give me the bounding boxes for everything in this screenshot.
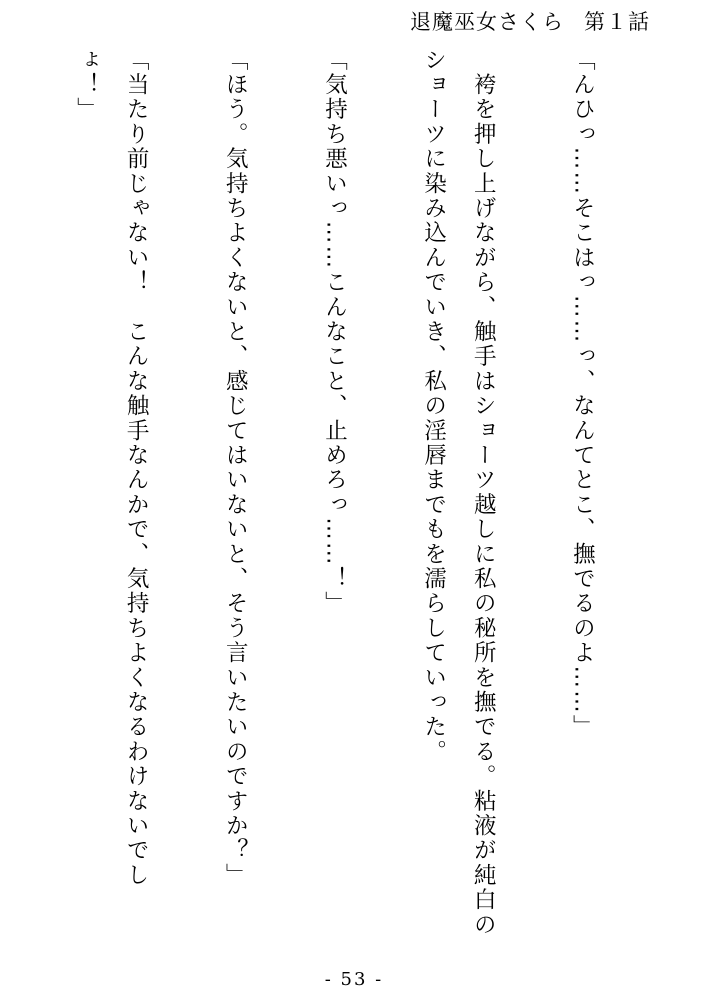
page-number: - 53 - (324, 969, 384, 990)
text-line: 「ほう。気持ちよくないと、感じてはいないと、そう言いたいのですか？」 (222, 48, 249, 888)
vertical-body-text (36, 48, 656, 948)
text-line: 「気持ち悪いっ……こんなこと、止めろっ……！」 (321, 48, 348, 617)
running-header (410, 6, 650, 36)
text-line: 「当たり前じゃない！ こんな触手なんかで、気持ちよくなるわけないでしょ！」 (73, 48, 150, 888)
text-line: 袴を押し上げながら、触手はショーツ越しに私の秘所を撫でる。粘液が純白のショーツに染み込んでいき、私の淫唇までもを濡らしていった。 (420, 48, 497, 938)
chapter-label: 第１話 (584, 10, 650, 34)
book-title: 退魔巫女さくら (410, 10, 564, 34)
text-line (0, 48, 11, 948)
text-line: 「んひっ……そこはっ……っ、なんてとこ、撫でるのよ……」 (569, 48, 596, 740)
